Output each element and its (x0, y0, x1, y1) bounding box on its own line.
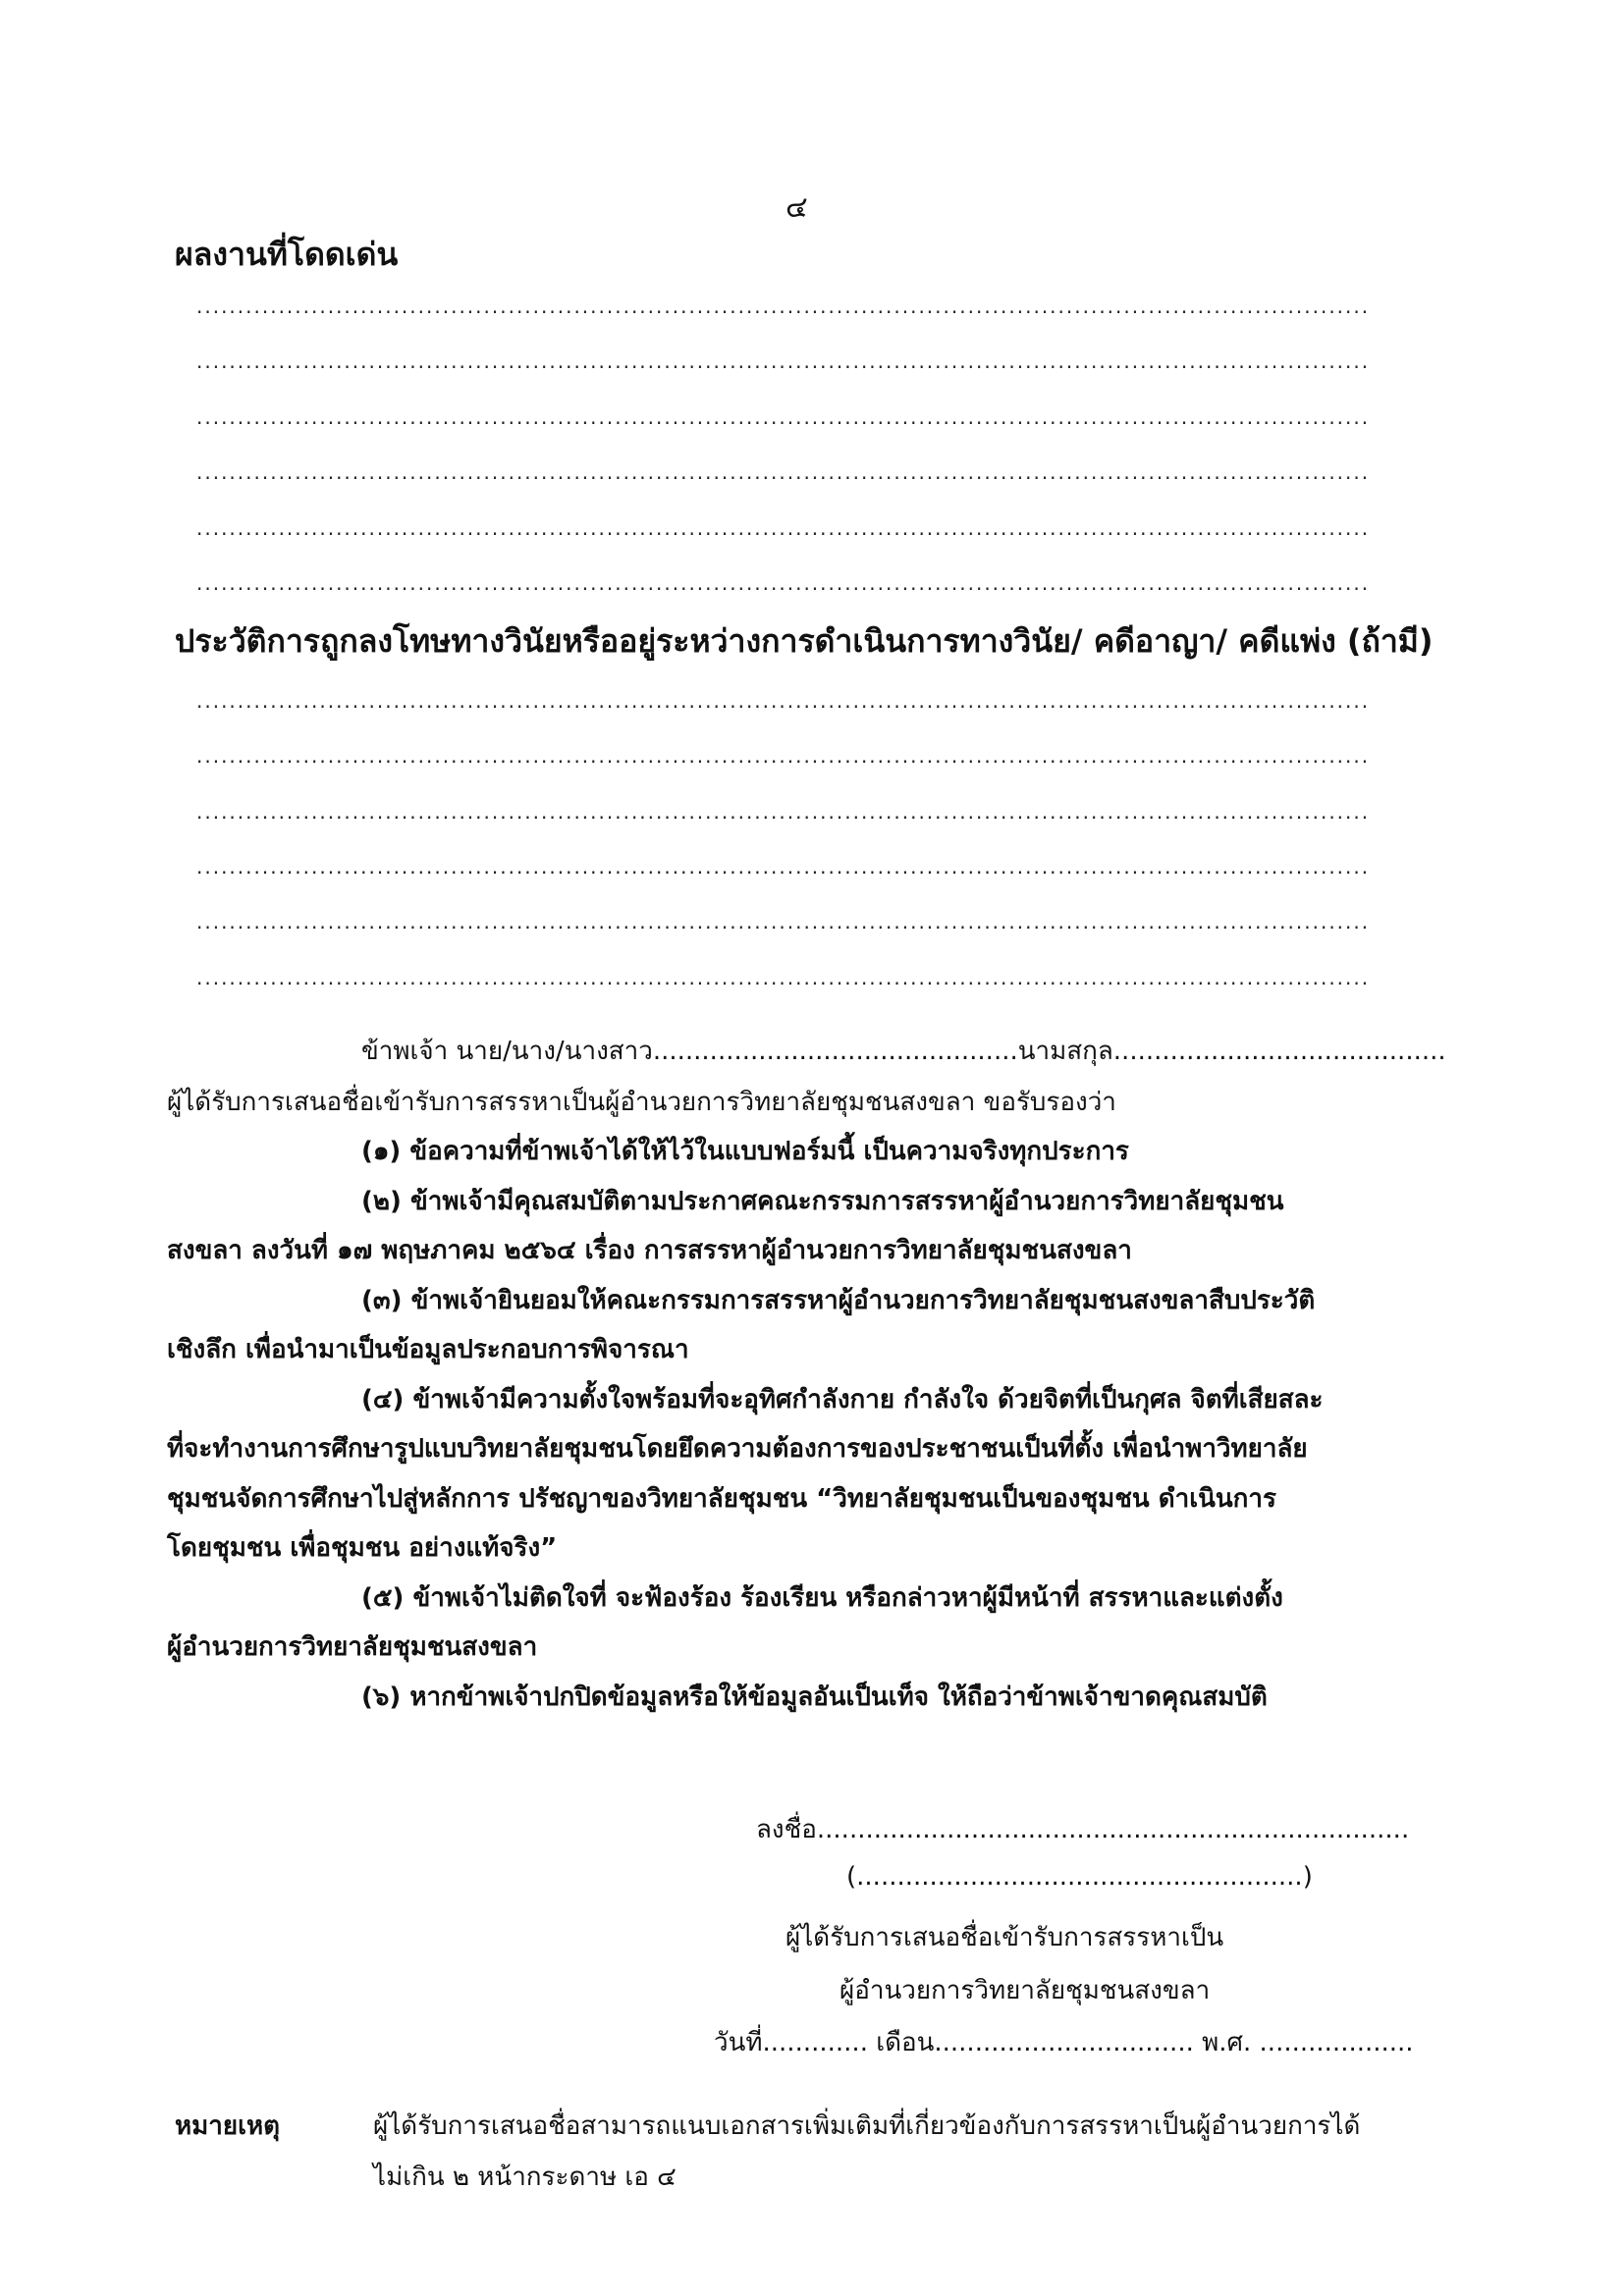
declaration-intro: ผู้ได้รับการเสนอชื่อเข้ารับการสรรหาเป็นผู้อำนวยการวิทยาลัยชุมชนสงขลา ขอรับรองว่า (167, 1088, 1116, 1117)
signature-role-line-1: ผู้ได้รับการเสนอชื่อเข้ารับการสรรหาเป็น (785, 1923, 1224, 1952)
section-heading-outstanding-work: ผลงานที่โดดเด่น (175, 236, 399, 273)
declaration-item-4: (๔) ข้าพเจ้ามีความตั้งใจพร้อมที่จะอุทิศกำลังกาย กำลังใจ ด้วยจิตที่เป็นกุศล จิตที่เสียสละ (361, 1385, 1324, 1415)
fill-line: ............................................................................................................................................... (196, 516, 1371, 540)
note-text-line-2: ไม่เกิน ๒ หน้ากระดาษ เอ ๔ (373, 2163, 677, 2192)
note-label: หมายเหตุ (175, 2111, 281, 2141)
declaration-item-1: (๑) ข้อความที่ข้าพเจ้าได้ให้ไว้ในแบบฟอร์มนี้ เป็นความจริงทุกประการ (361, 1137, 1129, 1166)
fill-line: ............................................................................................................................................... (196, 855, 1371, 879)
signature-name-parentheses: (.......................................................) (846, 1862, 1313, 1892)
signature-line: ลงชื่อ......................................................................... (756, 1815, 1410, 1844)
fill-line: ............................................................................................................................................... (196, 349, 1371, 373)
declaration-item-3-cont: เชิงลึก เพื่อนำมาเป็นข้อมูลประกอบการพิจารณา (167, 1335, 689, 1364)
note-text-line-1: ผู้ได้รับการเสนอชื่อสามารถแนบเอกสารเพิ่มเติมที่เกี่ยวข้องกับการสรรหาเป็นผู้อำนวยการได้ (373, 2111, 1361, 2141)
fill-line: ............................................................................................................................................... (196, 800, 1371, 824)
section-heading-disciplinary-history: ประวัติการถูกลงโทษทางวินัยหรืออยู่ระหว่างการดำเนินการทางวินัย/ คดีอาญา/ คดีแพ่ง (ถ้ามี) (175, 622, 1434, 660)
declaration-item-4-cont1: ที่จะทำงานการศึกษารูปแบบวิทยาลัยชุมชนโดยยึดความต้องการของประชาชนเป็นที่ตั้ง เพื่อนำพาวิทยาลัย (167, 1434, 1308, 1464)
declaration-item-4-cont2: ชุมชนจัดการศึกษาไปสู่หลักการ ปรัชญาของวิทยาลัยชุมชน “วิทยาลัยชุมชนเป็นของชุมชน ดำเนินการ (167, 1484, 1276, 1514)
fill-line: ............................................................................................................................................... (196, 405, 1371, 429)
declaration-item-4-cont3: โดยชุมชน เพื่อชุมชน อย่างแท้จริง” (167, 1533, 558, 1563)
declaration-item-2-cont: สงขลา ลงวันที่ ๑๗ พฤษภาคม ๒๕๖๔ เรื่อง การสรรหาผู้อำนวยการวิทยาลัยชุมชนสงขลา (167, 1236, 1132, 1265)
signature-date-line: วันที่............. เดือน................................ พ.ศ. ................... (714, 2028, 1414, 2057)
page-number: ๔ (785, 190, 808, 225)
fill-line: ............................................................................................................................................... (196, 689, 1371, 713)
declaration-item-5-cont: ผู้อำนวยการวิทยาลัยชุมชนสงขลา (167, 1632, 538, 1662)
fill-line: ............................................................................................................................................... (196, 910, 1371, 934)
fill-line: ............................................................................................................................................... (196, 294, 1371, 318)
fill-line: ............................................................................................................................................... (196, 571, 1371, 595)
declaration-name-line: ข้าพเจ้า นาย/นาง/นางสาว.............................................นามสกุล......................................... (361, 1037, 1446, 1066)
declaration-item-6: (๖) หากข้าพเจ้าปกปิดข้อมูลหรือให้ข้อมูลอันเป็นเท็จ ให้ถือว่าข้าพเจ้าขาดคุณสมบัติ (361, 1682, 1268, 1712)
declaration-item-2: (๒) ข้าพเจ้ามีคุณสมบัติตามประกาศคณะกรรมการสรรหาผู้อำนวยการวิทยาลัยชุมชน (361, 1187, 1284, 1216)
fill-line: ............................................................................................................................................... (196, 460, 1371, 484)
signature-role-line-2: ผู้อำนวยการวิทยาลัยชุมชนสงขลา (839, 1976, 1211, 2005)
fill-line: ............................................................................................................................................... (196, 744, 1371, 768)
fill-line: ............................................................................................................................................... (196, 966, 1371, 989)
declaration-item-5: (๕) ข้าพเจ้าไม่ติดใจที่ จะฟ้องร้อง ร้องเรียน หรือกล่าวหาผู้มีหน้าที่ สรรหาและแต่งตั้ง (361, 1583, 1283, 1613)
declaration-item-3: (๓) ข้าพเจ้ายินยอมให้คณะกรรมการสรรหาผู้อำนวยการวิทยาลัยชุมชนสงขลาสืบประวัติ (361, 1286, 1316, 1315)
